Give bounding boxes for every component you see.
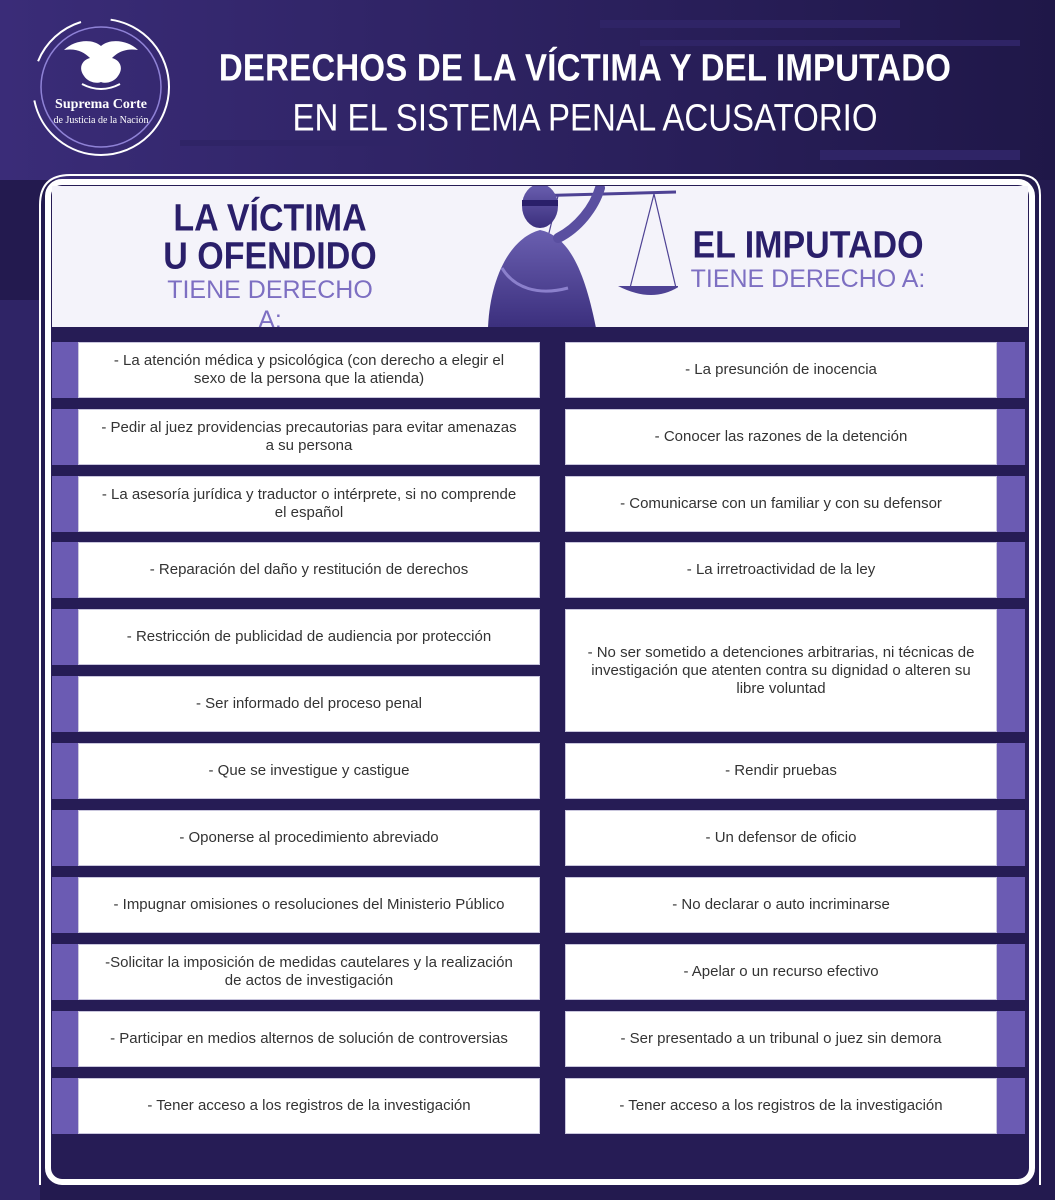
victim-heading-line2: U OFENDIDO bbox=[163, 234, 377, 278]
victim-subheading: TIENE DERECHO A: bbox=[167, 276, 373, 327]
list-tab bbox=[997, 609, 1025, 732]
list-tab bbox=[52, 743, 78, 799]
victim-right-item: - Participar en medios alternos de solución de controversias bbox=[78, 1011, 540, 1067]
accused-right-item: - Tener acceso a los registros de la investigación bbox=[565, 1078, 997, 1134]
list-tab bbox=[997, 1011, 1025, 1067]
logo-subname: de Justicia de la Nación bbox=[53, 115, 149, 126]
accused-right-item: - Ser presentado a un tribunal o juez sin demora bbox=[565, 1011, 997, 1067]
accused-heading: EL IMPUTADO bbox=[692, 223, 924, 267]
accused-heading-block bbox=[688, 223, 928, 294]
accused-right-item: - La presunción de inocencia bbox=[565, 342, 997, 398]
victim-right-item: - Oponerse al procedimiento abreviado bbox=[78, 810, 540, 866]
list-tab bbox=[52, 1078, 78, 1134]
victim-right-item: - Restricción de publicidad de audiencia por protección bbox=[78, 609, 540, 665]
accused-right-item: - Conocer las razones de la detención bbox=[565, 409, 997, 465]
victim-heading-block bbox=[160, 196, 380, 327]
list-tab bbox=[52, 810, 78, 866]
victim-right-item: - Tener acceso a los registros de la investigación bbox=[78, 1078, 540, 1134]
list-tab bbox=[52, 877, 78, 933]
eagle-emblem-icon bbox=[62, 38, 140, 94]
victim-right-item: -Solicitar la imposición de medidas cautelares y la realización de actos de investigación bbox=[78, 944, 540, 1000]
list-tab bbox=[52, 944, 78, 1000]
victim-right-item: - Reparación del daño y restitución de derechos bbox=[78, 542, 540, 598]
accused-right-item: - No declarar o auto incriminarse bbox=[565, 877, 997, 933]
list-tab bbox=[52, 542, 78, 598]
list-tab bbox=[997, 409, 1025, 465]
list-tab bbox=[997, 476, 1025, 532]
accused-right-item: - No ser sometido a detenciones arbitrarias, ni técnicas de investigación que atenten contra su dignidad o alteren su libre voluntad bbox=[565, 609, 997, 732]
accused-right-item: - Comunicarse con un familiar y con su defensor bbox=[565, 476, 997, 532]
header-panel bbox=[52, 186, 1028, 327]
page-subtitle: EN EL SISTEMA PENAL ACUSATORIO bbox=[292, 96, 878, 139]
scjn-logo bbox=[26, 12, 176, 162]
victim-right-item: - La asesoría jurídica y traductor o intérprete, si no comprende el español bbox=[78, 476, 540, 532]
victim-right-item: - La atención médica y psicológica (con derecho a elegir el sexo de la persona que la atienda) bbox=[78, 342, 540, 398]
list-tab bbox=[52, 676, 78, 732]
list-tab bbox=[997, 743, 1025, 799]
accused-subheading: TIENE DERECHO A: bbox=[690, 265, 926, 293]
page-title: DERECHOS DE LA VÍCTIMA Y DEL IMPUTADO bbox=[218, 46, 952, 89]
justice-scales-icon bbox=[418, 186, 678, 327]
victim-right-item: - Ser informado del proceso penal bbox=[78, 676, 540, 732]
list-tab bbox=[997, 877, 1025, 933]
victim-right-item: - Que se investigue y castigue bbox=[78, 743, 540, 799]
victim-heading-line1: LA VÍCTIMA bbox=[173, 196, 367, 240]
list-tab bbox=[52, 1011, 78, 1067]
list-tab bbox=[52, 609, 78, 665]
accused-right-item: - La irretroactividad de la ley bbox=[565, 542, 997, 598]
victim-right-item: - Pedir al juez providencias precautorias para evitar amenazas a su persona bbox=[78, 409, 540, 465]
accused-right-item: - Rendir pruebas bbox=[565, 743, 997, 799]
list-tab bbox=[52, 409, 78, 465]
list-tab bbox=[997, 542, 1025, 598]
list-tab bbox=[997, 342, 1025, 398]
list-tab bbox=[52, 342, 78, 398]
list-tab bbox=[52, 476, 78, 532]
list-tab bbox=[997, 944, 1025, 1000]
victim-right-item: - Impugnar omisiones o resoluciones del Ministerio Público bbox=[78, 877, 540, 933]
accused-right-item: - Apelar o un recurso efectivo bbox=[565, 944, 997, 1000]
list-tab bbox=[997, 810, 1025, 866]
accused-right-item: - Un defensor de oficio bbox=[565, 810, 997, 866]
list-tab bbox=[997, 1078, 1025, 1134]
logo-name: Suprema Corte bbox=[55, 97, 147, 112]
